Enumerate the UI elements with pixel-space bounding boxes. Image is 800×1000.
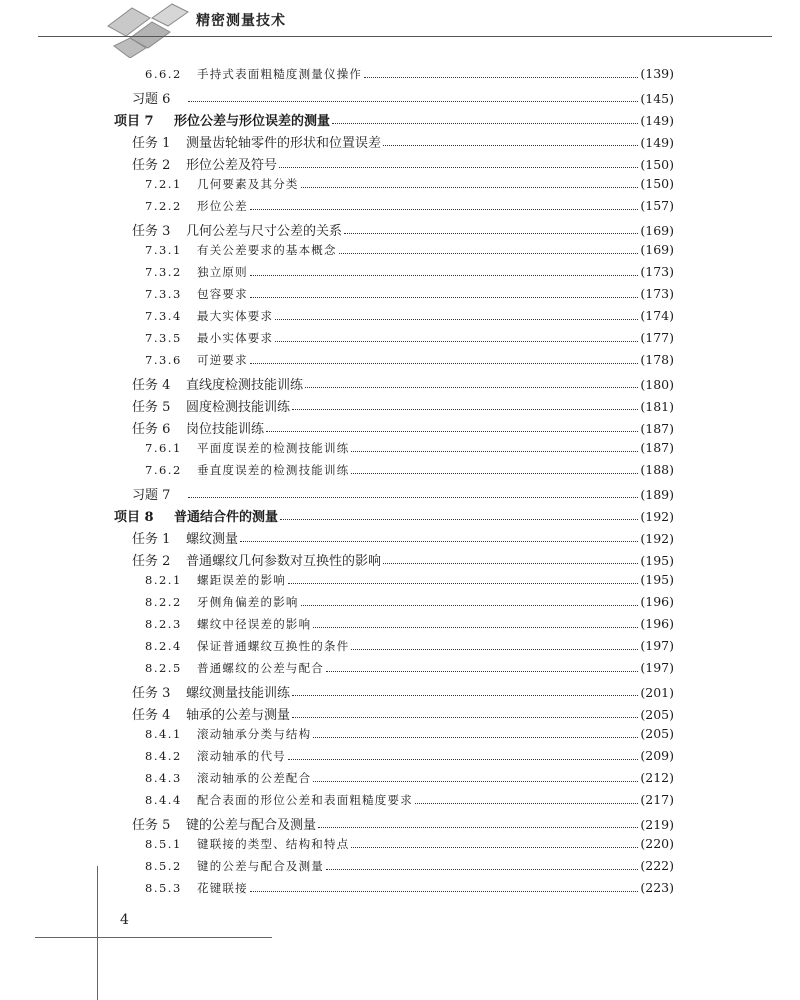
dot-leader [188, 100, 638, 102]
entry-title: 圆度检测技能训练 [186, 400, 291, 415]
entry-title: 螺距误差的影响 [197, 573, 286, 587]
entry-title: 轴承的公差与测量 [186, 708, 291, 723]
entry-title: 滚动轴承的公差配合 [197, 771, 312, 785]
dot-leader [313, 780, 638, 782]
exercise-label: 习题 6 [132, 92, 171, 107]
dot-leader [332, 122, 638, 124]
dot-leader [364, 76, 638, 78]
section-number: 7.6.2 [145, 463, 182, 477]
entry-title: 配合表面的形位公差和表面粗糙度要求 [197, 793, 413, 807]
page-ref: (205) [640, 726, 674, 741]
toc-entry[interactable] [145, 286, 674, 302]
toc-entry[interactable] [132, 396, 674, 415]
toc-entry[interactable] [132, 374, 674, 393]
dot-leader [250, 362, 639, 364]
toc-entry[interactable] [132, 528, 674, 547]
toc-entry[interactable] [145, 264, 674, 280]
section-number: 8.2.1 [145, 573, 182, 587]
toc-entry[interactable] [145, 198, 674, 214]
task-number: 任务 4 [132, 378, 171, 393]
dot-leader [301, 604, 639, 606]
entry-title: 最大实体要求 [197, 309, 274, 323]
entry-title: 滚动轴承的代号 [197, 749, 286, 763]
section-number: 8.2.3 [145, 617, 182, 631]
entry-title: 几何公差与尺寸公差的关系 [186, 224, 343, 239]
entry-title: 普通结合件的测量 [174, 510, 279, 525]
page-ref: (178) [640, 352, 674, 367]
toc-entry[interactable] [145, 440, 674, 456]
dot-leader [383, 562, 638, 564]
dot-leader [280, 518, 638, 520]
task-number: 任务 1 [132, 136, 171, 151]
project-number: 项目 8 [114, 510, 154, 525]
dot-leader [383, 144, 638, 146]
page-ref: (196) [640, 594, 674, 609]
entry-title: 独立原则 [197, 265, 248, 279]
entry-title: 键联接的类型、结构和特点 [197, 837, 350, 851]
dot-leader [326, 868, 638, 870]
dot-leader [250, 296, 639, 298]
dot-leader [288, 758, 638, 760]
page-ref: (150) [640, 176, 674, 191]
page-ref: (220) [640, 836, 674, 851]
dot-leader [288, 582, 638, 584]
dot-leader [275, 340, 638, 342]
entry-title: 滚动轴承分类与结构 [197, 727, 312, 741]
section-number: 7.3.6 [145, 353, 182, 367]
toc-entry[interactable] [132, 418, 674, 437]
section-number: 7.3.4 [145, 309, 182, 323]
toc-entry[interactable] [132, 484, 674, 503]
page-ref: (187) [640, 440, 674, 455]
page-ref: (145) [640, 91, 674, 106]
dot-leader [279, 166, 638, 168]
section-number: 7.2.1 [145, 177, 182, 191]
entry-title: 普通螺纹的公差与配合 [197, 661, 324, 675]
section-number: 8.4.1 [145, 727, 182, 741]
entry-title: 平面度误差的检测技能训练 [197, 441, 350, 455]
page-ref: (197) [640, 660, 674, 675]
page-ref: (149) [640, 135, 674, 150]
task-number: 任务 2 [132, 554, 171, 569]
dot-leader [351, 846, 638, 848]
toc-entry[interactable] [132, 132, 674, 151]
dot-leader [275, 318, 638, 320]
dot-leader [292, 408, 638, 410]
entry-title: 测量齿轮轴零件的形状和位置误差 [186, 136, 382, 151]
dot-leader [292, 716, 638, 718]
page-ref: (169) [640, 223, 674, 238]
entry-title: 螺纹中径误差的影响 [197, 617, 312, 631]
footer-vertical-rule [97, 866, 98, 1000]
toc-entry[interactable] [145, 176, 674, 192]
page-ref: (217) [640, 792, 674, 807]
section-number: 7.3.2 [145, 265, 182, 279]
page-ref: (223) [640, 880, 674, 895]
page-ref: (149) [640, 113, 674, 128]
page-ref: (173) [640, 264, 674, 279]
toc-entry[interactable] [145, 616, 674, 632]
entry-title: 直线度检测技能训练 [186, 378, 304, 393]
section-number: 8.4.3 [145, 771, 182, 785]
task-number: 任务 5 [132, 400, 171, 415]
page-ref: (188) [640, 462, 674, 477]
page-ref: (139) [640, 66, 674, 81]
section-number: 8.4.2 [145, 749, 182, 763]
page-ref: (197) [640, 638, 674, 653]
page-ref: (189) [640, 487, 674, 502]
section-number: 7.6.1 [145, 441, 182, 455]
dot-leader [250, 274, 639, 276]
dot-leader [344, 232, 638, 234]
page-ref: (192) [640, 509, 674, 524]
task-number: 任务 1 [132, 532, 171, 547]
dot-leader [351, 472, 638, 474]
task-number: 任务 3 [132, 224, 171, 239]
entry-title: 键的公差与配合及测量 [186, 818, 317, 833]
entry-title: 形位公差及符号 [186, 158, 278, 173]
page-ref: (192) [640, 531, 674, 546]
toc-entry[interactable] [145, 660, 674, 676]
page-ref: (219) [640, 817, 674, 832]
toc-entry[interactable] [114, 506, 674, 525]
page-ref: (157) [640, 198, 674, 213]
task-number: 任务 4 [132, 708, 171, 723]
dot-leader [266, 430, 638, 432]
page-ref: (205) [640, 707, 674, 722]
toc-entry[interactable] [145, 726, 674, 742]
section-number: 8.5.1 [145, 837, 182, 851]
entry-title: 几何要素及其分类 [197, 177, 299, 191]
page-ref: (195) [640, 553, 674, 568]
page-ref: (173) [640, 286, 674, 301]
entry-title: 花键联接 [197, 881, 248, 895]
section-number: 8.5.3 [145, 881, 182, 895]
footer-horizontal-rule [35, 937, 272, 938]
toc-entry[interactable] [132, 682, 674, 701]
entry-title: 最小实体要求 [197, 331, 274, 345]
dot-leader [351, 450, 638, 452]
entry-title: 普通螺纹几何参数对互换性的影响 [186, 554, 382, 569]
dot-leader [188, 496, 638, 498]
project-number: 项目 7 [114, 114, 154, 129]
task-number: 任务 2 [132, 158, 171, 173]
task-number: 任务 5 [132, 818, 171, 833]
page-ref: (195) [640, 572, 674, 587]
page-ref: (201) [640, 685, 674, 700]
entry-title: 有关公差要求的基本概念 [197, 243, 337, 257]
page-ref: (187) [640, 421, 674, 436]
dot-leader [240, 540, 638, 542]
toc-entry[interactable] [145, 462, 674, 478]
toc-entry[interactable] [145, 858, 674, 874]
entry-title: 键的公差与配合及测量 [197, 859, 324, 873]
toc-entry[interactable] [145, 242, 674, 258]
section-number: 8.2.4 [145, 639, 182, 653]
dot-leader [415, 802, 638, 804]
book-title: 精密测量技术 [196, 13, 286, 29]
entry-title: 手持式表面粗糙度测量仪操作 [197, 67, 363, 81]
dot-leader [339, 252, 639, 254]
page-ref: (209) [640, 748, 674, 763]
toc-entry[interactable] [114, 110, 674, 129]
toc-entry[interactable] [145, 836, 674, 852]
page-number: 4 [120, 912, 129, 928]
page-ref: (177) [640, 330, 674, 345]
page-ref: (222) [640, 858, 674, 873]
page-ref: (181) [640, 399, 674, 414]
section-number: 7.3.5 [145, 331, 182, 345]
dot-leader [305, 386, 638, 388]
entry-title: 包容要求 [197, 287, 248, 301]
dot-leader [313, 626, 638, 628]
page-ref: (169) [640, 242, 674, 257]
dot-leader [313, 736, 638, 738]
dot-leader [250, 208, 639, 210]
toc-entry[interactable] [145, 330, 674, 346]
toc-entry[interactable] [145, 792, 674, 808]
toc-entry[interactable] [145, 880, 674, 896]
entry-title: 牙侧角偏差的影响 [197, 595, 299, 609]
toc-entry[interactable] [145, 594, 674, 610]
entry-title: 岗位技能训练 [186, 422, 265, 437]
entry-title: 螺纹测量 [186, 532, 239, 547]
dot-leader [250, 890, 639, 892]
toc-entry[interactable] [145, 770, 674, 786]
section-number: 6.6.2 [145, 67, 182, 81]
toc-entry[interactable] [132, 704, 674, 723]
section-number: 7.2.2 [145, 199, 182, 213]
toc-entry[interactable] [132, 814, 674, 833]
page-ref: (180) [640, 377, 674, 392]
dot-leader [326, 670, 638, 672]
page-ref: (196) [640, 616, 674, 631]
section-number: 8.2.5 [145, 661, 182, 675]
entry-title: 形位公差与形位误差的测量 [174, 114, 331, 129]
dot-leader [301, 186, 639, 188]
entry-title: 保证普通螺纹互换性的条件 [197, 639, 350, 653]
toc-entry[interactable] [145, 352, 674, 368]
toc-entry[interactable] [132, 550, 674, 569]
toc-entry[interactable] [145, 572, 674, 588]
toc-entry[interactable] [145, 638, 674, 654]
task-number: 任务 6 [132, 422, 171, 437]
entry-title: 垂直度误差的检测技能训练 [197, 463, 350, 477]
section-number: 7.3.3 [145, 287, 182, 301]
page-ref: (212) [640, 770, 674, 785]
exercise-label: 习题 7 [132, 488, 171, 503]
section-number: 7.3.1 [145, 243, 182, 257]
entry-title: 螺纹测量技能训练 [186, 686, 291, 701]
toc-entry[interactable] [132, 220, 674, 239]
dot-leader [318, 826, 638, 828]
entry-title: 可逆要求 [197, 353, 248, 367]
toc-entry[interactable] [145, 748, 674, 764]
dot-leader [292, 694, 638, 696]
entry-title: 形位公差 [197, 199, 248, 213]
page-ref: (150) [640, 157, 674, 172]
page-ref: (174) [640, 308, 674, 323]
toc-entry[interactable] [132, 154, 674, 173]
section-number: 8.4.4 [145, 793, 182, 807]
toc-entry[interactable] [145, 308, 674, 324]
toc-entry[interactable] [132, 88, 674, 107]
dot-leader [351, 648, 638, 650]
toc-entry[interactable] [145, 66, 674, 82]
task-number: 任务 3 [132, 686, 171, 701]
section-number: 8.2.2 [145, 595, 182, 609]
section-number: 8.5.2 [145, 859, 182, 873]
